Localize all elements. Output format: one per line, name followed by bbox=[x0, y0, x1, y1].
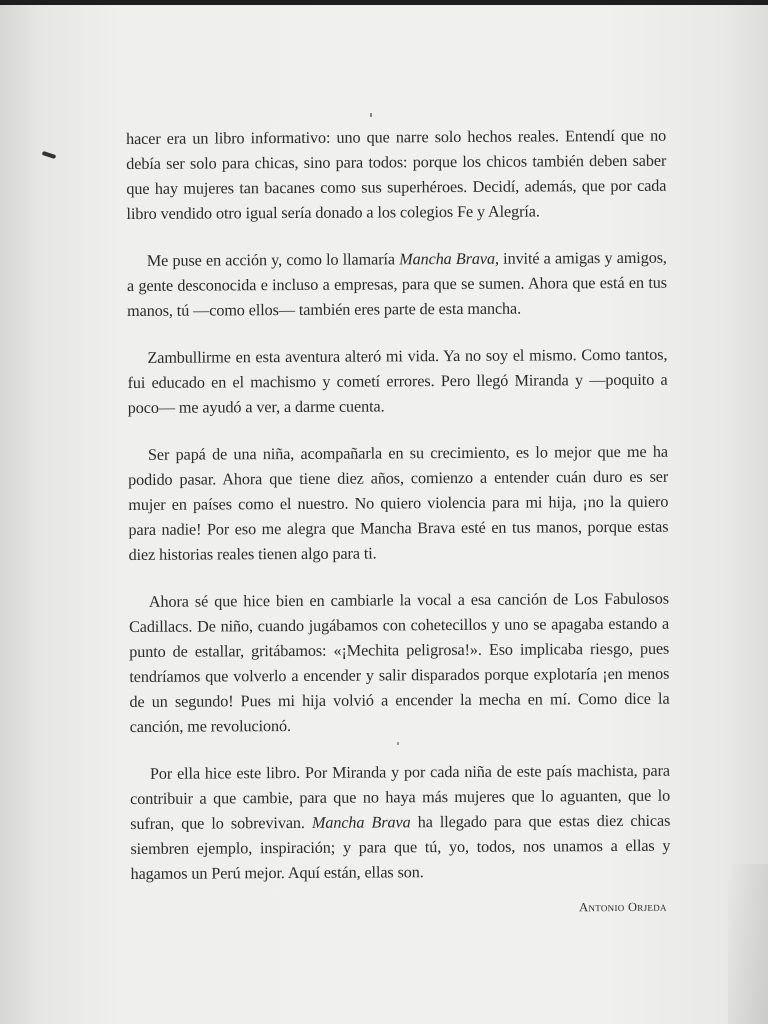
paragraph-3-text: Zambullirme en esta aventura alteró mi vida. Ya no soy el mismo. Como tantos, fui educado en el machismo y cometí errores. Pero llegó Miranda y —poquito a poco— me ayudó a ver, a darme cuenta. bbox=[127, 345, 668, 417]
paragraph-4 bbox=[128, 440, 669, 568]
paragraph-5 bbox=[129, 587, 670, 740]
paragraph-3 bbox=[127, 343, 667, 421]
page-body bbox=[126, 124, 671, 918]
paragraph-4-text: Ser papá de una niña, acompañarla en su crecimiento, es lo mejor que me ha podido pasar. Ahora que tiene diez años, comienzo a entender cuán duro es ser mujer en países como el nuestro. No quiero violencia para mi hija, ¡no la quiero para nadie! Por eso me alegra que Mancha Brava esté en tus manos, porque estas diez historias reales tienen algo para ti. bbox=[128, 442, 669, 564]
page-corner-shadow bbox=[728, 864, 768, 1024]
scan-top-edge bbox=[0, 0, 768, 5]
paragraph-1-text: hacer era un libro informativo: uno que narre solo hechos reales. Entendí que no debía ser solo para chicas, sino para todos: porque los chicos también deben saber que hay mujeres tan bacanes como sus superhéroes. Decidí, además, que por cada libro vendido otro igual sería donado a los colegios Fe y Alegría. bbox=[126, 126, 667, 223]
paragraph-2-text-after: , invité a amigas y amigos, a gente desconocida e incluso a empresas, para que se sumen. Ahora que está en tus manos, tú —como ellos— también eres parte de esta mancha. bbox=[126, 248, 668, 320]
paragraph-5-text: Ahora sé que hice bien en cambiarle la vocal a esa canción de Los Fabulosos Cadillacs. De niño, cuando jugábamos con cohetecillos y uno se apagaba estando a punto de estallar, gritábamos: «¡Mechita peligrosa!». Eso implicaba riesgo, pues tendríamos que volverlo a encender y salir disparados porque explotaría ¡en menos de un segundo! Pues mi hija volvió a encender la mecha en mí. Como dice la canción, me revolucionó. bbox=[128, 589, 670, 736]
ink-speck bbox=[370, 113, 372, 117]
book-title-emphasis: Mancha Brava bbox=[311, 813, 411, 832]
paragraph-1 bbox=[126, 124, 667, 227]
author-signature: Antonio Orjeda bbox=[579, 899, 667, 915]
paragraph-6 bbox=[130, 759, 671, 887]
paragraph-6-text-after: ha llegado para que estas diez chicas siembren ejemplo, inspiración; y para que tú, yo, todos, nos unamos a ellas y hagamos un Perú mejor. Aquí están, ellas son. bbox=[130, 811, 671, 883]
paragraph-6-text-before: Por ella hice este libro. Por Miranda y por cada niña de este país machista, para contribuir a que cambie, para que no haya más mujeres que lo aguanten, que lo sufran, que lo sobrevivan. bbox=[130, 761, 671, 833]
paragraph-2-text-before: Me puse en acción y, como lo llamaría bbox=[146, 250, 400, 270]
paragraph-2 bbox=[127, 246, 667, 324]
book-title-emphasis: Mancha Brava bbox=[399, 249, 496, 269]
